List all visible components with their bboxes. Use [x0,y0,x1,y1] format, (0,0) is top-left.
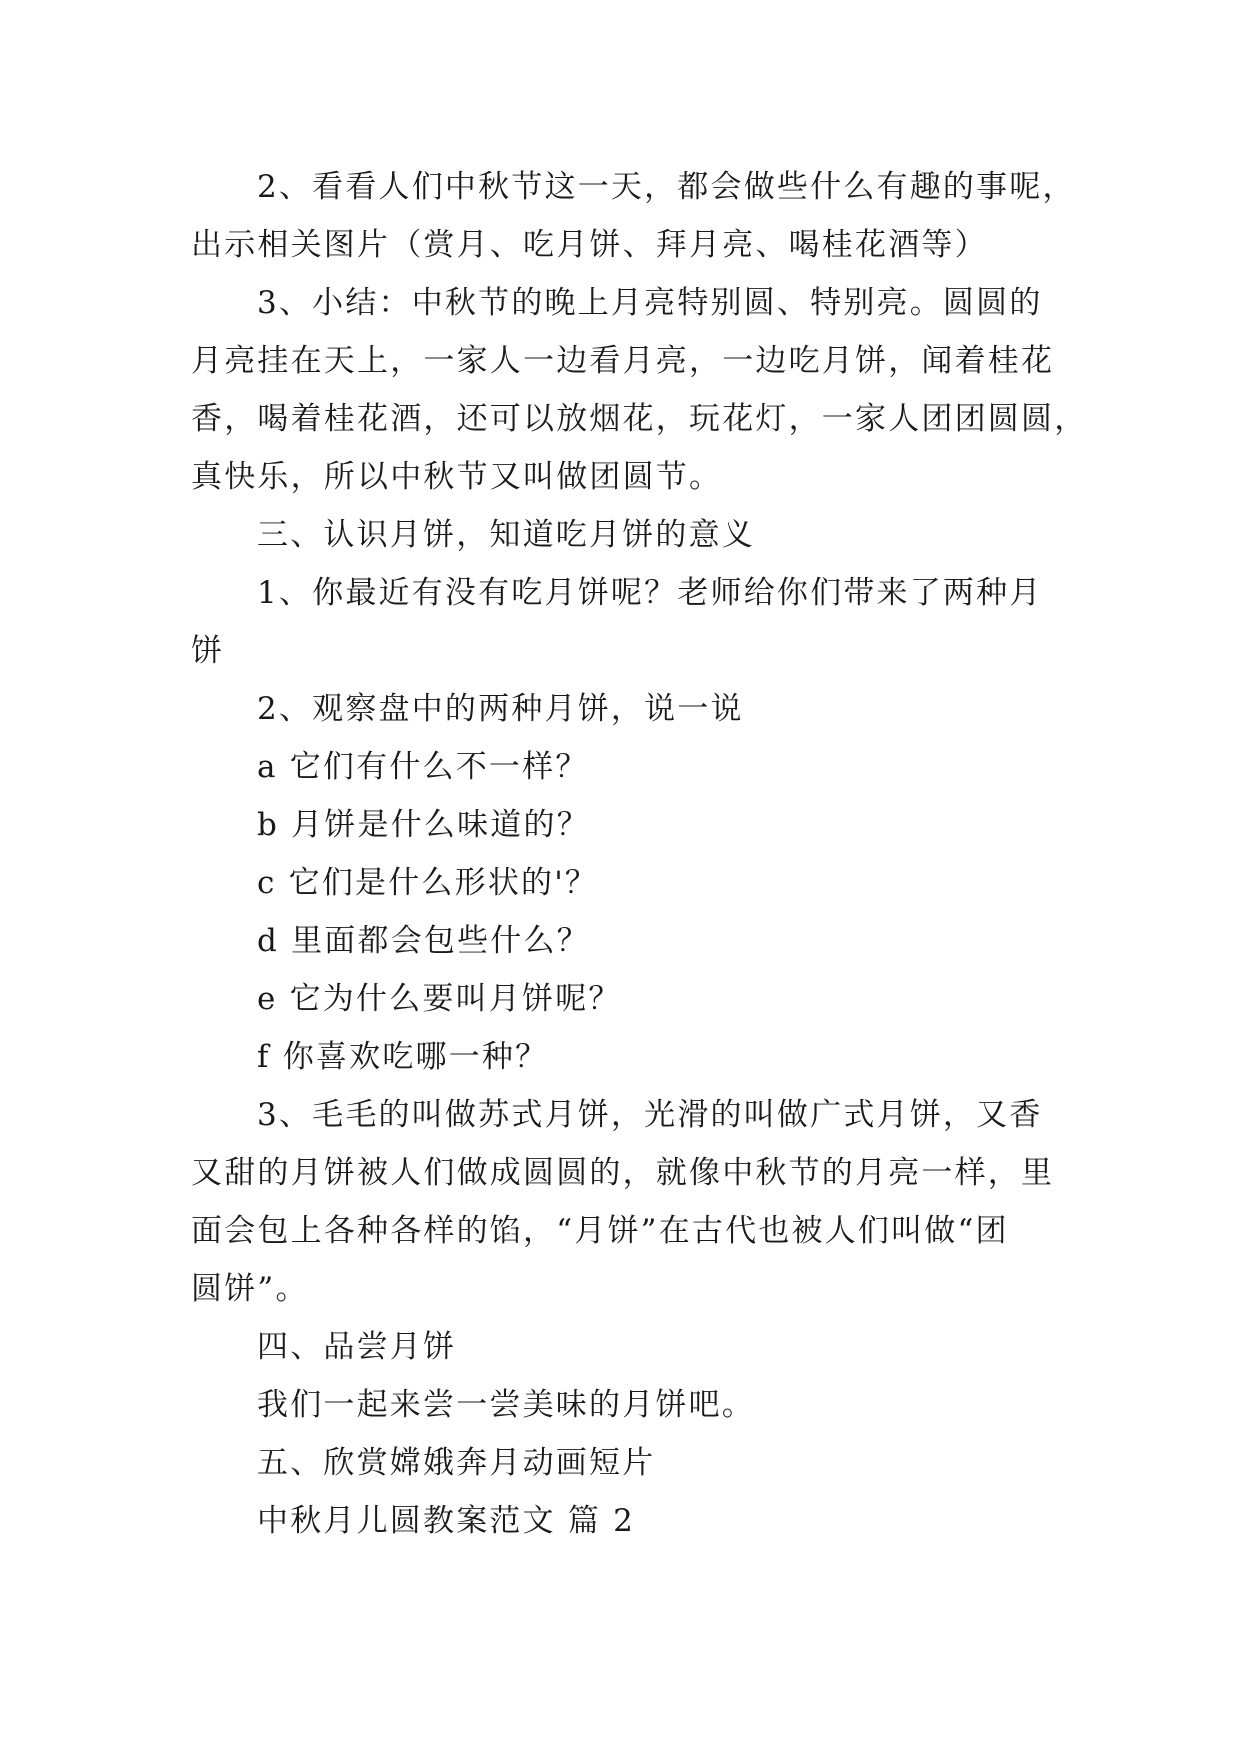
section-heading: 五、欣赏嫦娥奔月动画短片 [257,1445,656,1481]
paragraph-line: 面会包上各种各样的馅，“月饼”在古代也被人们叫做“团 [191,1213,1009,1249]
list-item: d 里面都会包些什么？ [257,923,590,959]
paragraph-line: 2、观察盘中的两种月饼，说一说 [257,691,744,727]
list-item: c 它们是什么形状的'？ [257,865,599,901]
paragraph-line: 1、你最近有没有吃月饼呢？老师给你们带来了两种月 [257,575,1043,611]
section-heading: 三、认识月饼，知道吃月饼的意义 [257,517,755,553]
paragraph-line: 又甜的月饼被人们做成圆圆的，就像中秋节的月亮一样，里 [191,1155,1055,1191]
paragraph-line: 月亮挂在天上，一家人一边看月亮，一边吃月饼，闻着桂花 [191,343,1055,379]
list-item: b 月饼是什么味道的？ [257,807,590,843]
list-item: f 你喜欢吃哪一种？ [257,1039,549,1075]
document-title: 中秋月儿圆教案范文 篇 2 [257,1503,636,1539]
paragraph-line: 我们一起来尝一尝美味的月饼吧。 [257,1387,755,1423]
section-heading: 四、品尝月饼 [257,1329,457,1365]
paragraph-line: 2、看看人们中秋节这一天，都会做些什么有趣的事呢， [257,169,1076,205]
paragraph-line: 饼 [191,633,225,669]
paragraph-line: 出示相关图片（赏月、吃月饼、拜月亮、喝桂花酒等） [191,227,988,263]
list-item: e 它为什么要叫月饼呢？ [257,981,622,1017]
paragraph-line: 3、小结：中秋节的晚上月亮特别圆、特别亮。圆圆的 [257,285,1043,321]
paragraph-line: 圆饼”。 [191,1271,309,1307]
paragraph-line: 真快乐，所以中秋节又叫做团圆节。 [191,459,723,495]
paragraph-line: 香，喝着桂花酒，还可以放烟花，玩花灯，一家人团团圆圆， [191,401,1088,437]
list-item: a 它们有什么不一样？ [257,749,589,785]
paragraph-line: 3、毛毛的叫做苏式月饼，光滑的叫做广式月饼，又香 [257,1097,1043,1133]
